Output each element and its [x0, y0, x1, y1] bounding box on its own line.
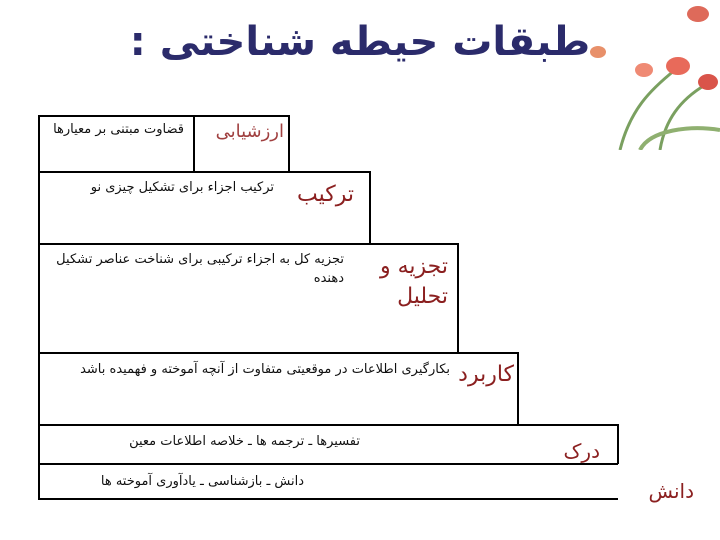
tulip-flower — [635, 63, 653, 77]
frame-line — [617, 424, 619, 464]
frame-line — [38, 424, 618, 426]
frame-line — [38, 352, 518, 354]
tulip-leaf — [640, 128, 720, 150]
frame-line — [38, 115, 289, 117]
level-description-evaluation: قضاوت مبتنی بر معیارها — [53, 122, 184, 137]
level-description-analysis: تجزیه کل به اجزاء ترکیبی برای شناخت عناصر تشکیل دهنده — [56, 252, 344, 286]
level-label-synthesis: ترکیب — [297, 182, 354, 207]
frame-line — [369, 171, 371, 244]
tulip-leaf — [620, 70, 675, 150]
level-label-evaluation: ارزشیابی — [215, 121, 284, 142]
frame-line — [38, 171, 370, 173]
level-label-analysis: تجزیه و تحلیل — [380, 254, 448, 309]
level-label-application: کاربرد — [458, 362, 514, 387]
tulip-decoration — [580, 0, 720, 150]
level-description-comprehension: تفسیرها ـ ترجمه ها ـ خلاصه اطلاعات معین — [129, 434, 360, 449]
level-description-knowledge: دانش ـ بازشناسی ـ یادآوری آموخته ها — [100, 474, 304, 489]
level-label-comprehension: درک — [563, 439, 600, 463]
tulip-leaf — [660, 85, 705, 150]
tulip-flower — [666, 57, 690, 75]
tulip-flower — [687, 6, 709, 22]
frame-line — [38, 498, 618, 500]
level-description-application: بکارگیری اطلاعات در موقعیتی متفاوت از آنچه آموخته و فهمیده باشد — [80, 362, 450, 377]
page-title: طبقات حیطه شناختی : — [129, 19, 591, 65]
frame-line — [517, 352, 519, 425]
frame-line — [38, 243, 458, 245]
frame-line — [193, 115, 195, 172]
tulip-flower — [698, 74, 718, 90]
frame-line — [288, 115, 290, 172]
level-description-synthesis: ترکیب اجزاء برای تشکیل چیزی نو — [90, 180, 274, 195]
frame-line — [457, 243, 459, 353]
level-label-knowledge: دانش — [648, 479, 694, 503]
